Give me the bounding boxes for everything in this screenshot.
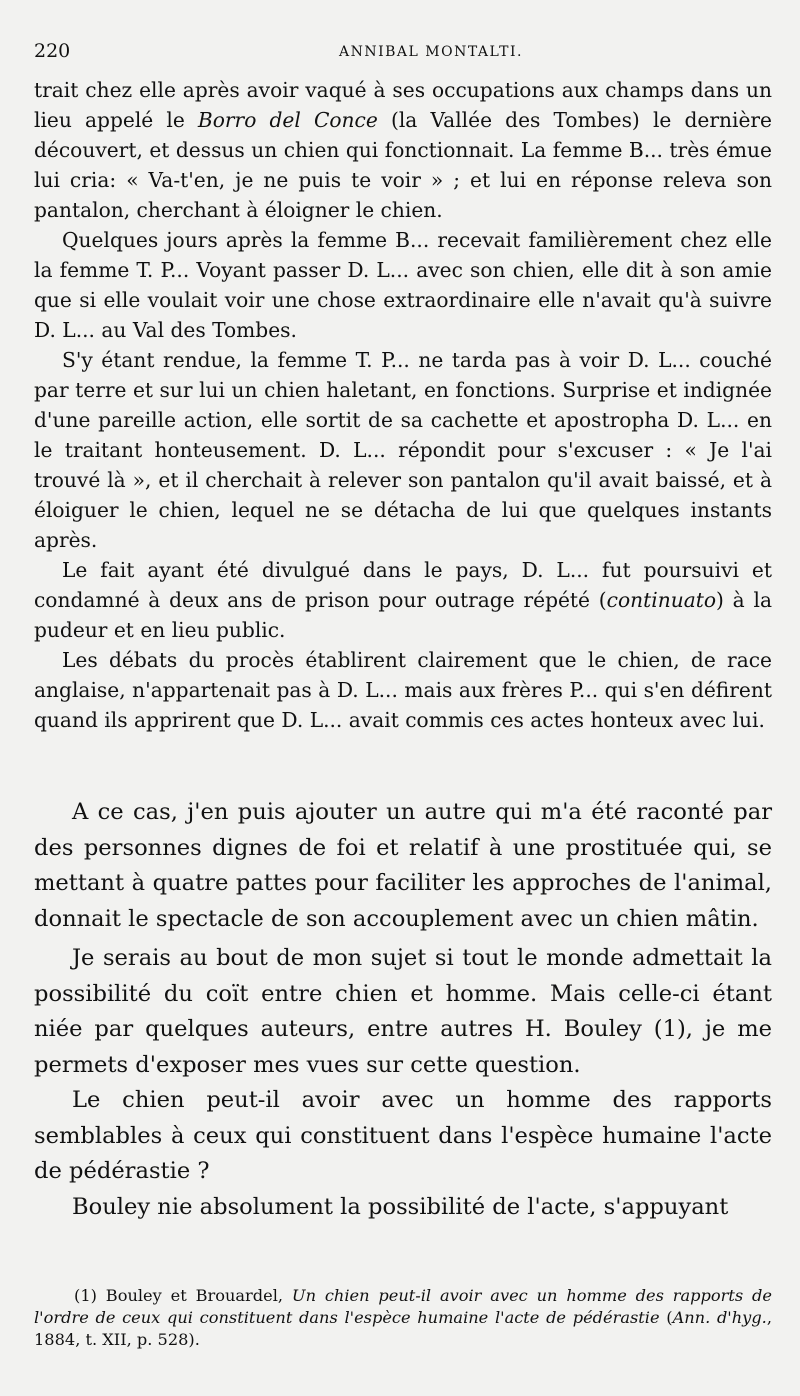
- paragraph-4-text-b: ) à la pudeur et en lieu public.: [34, 588, 772, 642]
- footnote-journal-italic: Ann. d'hyg.: [672, 1308, 767, 1327]
- paragraph-4-text-a: Le fait ayant été divulgué dans le pays, D. L... fut poursuivi et condamné à deux ans de prison pour outrage répété (: [34, 558, 772, 612]
- footnote-1: [34, 1285, 772, 1351]
- paragraph-1: [34, 75, 772, 225]
- footnote-title-italic: Un chien peut-il avoir avec un homme des rapports de l'ordre de ceux qui constituent dans l'espèce humaine l'acte de pédérastie: [34, 1286, 772, 1327]
- page-header: [34, 40, 774, 72]
- paragraph-2: Quelques jours après la femme B... recevait familièrement chez elle la femme T. P... Voyant passer D. L... avec son chien, elle dit à son amie que si elle voulait voir une chose extraordinaire elle n'avait qu'à suivre D. L... au Val des Tombes.: [34, 228, 772, 342]
- running-title: ANNIBAL MONTALTI.: [339, 44, 524, 60]
- paragraph-9: Bouley nie absolument la possibilité de l'acte, s'appuyant: [72, 1193, 729, 1220]
- footnote-text-c: , 1884, t. XII, p. 528).: [34, 1308, 772, 1349]
- term-italic: continuato: [606, 588, 717, 612]
- paragraph-6: A ce cas, j'en puis ajouter un autre qui m'a été raconté par des personnes dignes de foi et relatif à une prostituée qui, se mettant à quatre pattes pour faciliter les approches de l'animal, donnait le spectacle de son accouplement avec un chien mâtin.: [34, 799, 772, 932]
- footnote-text-b: (: [659, 1308, 673, 1327]
- footnote-text-a: (1) Bouley et Brouardel,: [74, 1286, 292, 1305]
- paragraph-1-text-b: (la Vallée des Tombes) le dernière découvert, et dessus un chien qui fonctionnait. La femme B... très émue lui cria: « Va-t'en, je ne puis te voir » ; et lui en réponse releva son pantalon, cherchant à éloigner le chien.: [34, 108, 773, 222]
- paragraph-5: Les débats du procès établirent clairement que le chien, de race anglaise, n'appartenait pas à D. L... mais aux frères P... qui s'en défirent quand ils apprirent que D. L... avait commis ces actes honteux avec lui.: [34, 648, 772, 732]
- paragraph-4: [34, 555, 772, 645]
- body-text-lower: [34, 795, 772, 1225]
- place-name-italic: Borro del Conce: [197, 108, 378, 132]
- paragraph-7: Je serais au bout de mon sujet si tout le monde admettait la possibilité du coït entre chien et homme. Mais celle-ci étant niée par quelques auteurs, entre autres H. Bouley (1), je me permets d'exposer mes vues sur cette question.: [34, 945, 772, 1078]
- paragraph-1-text-a: trait chez elle après avoir vaqué à ses occupations aux champs dans un lieu appelé le: [34, 78, 772, 132]
- paragraph-3: S'y étant rendue, la femme T. P... ne tarda pas à voir D. L... couché par terre et sur lui un chien haletant, en fonctions. Surprise et indignée d'une pareille action, elle sortit de sa cachette et apostropha D. L... en le traitant honteusement. D. L... répondit pour s'excuser : « Je l'ai trouvé là », et il cherchait à relever son pantalon qu'il avait baissé, et à éloiguer le chien, lequel ne se détacha de lui que quelques instants après.: [34, 348, 772, 552]
- footnote: [34, 1285, 772, 1351]
- paragraph-8: Le chien peut-il avoir avec un homme des rapports semblables à ceux qui constituent dans l'espèce humaine l'acte de pédérastie ?: [34, 1087, 772, 1184]
- body-text-upper: [34, 75, 772, 735]
- page-number: 220: [34, 40, 71, 62]
